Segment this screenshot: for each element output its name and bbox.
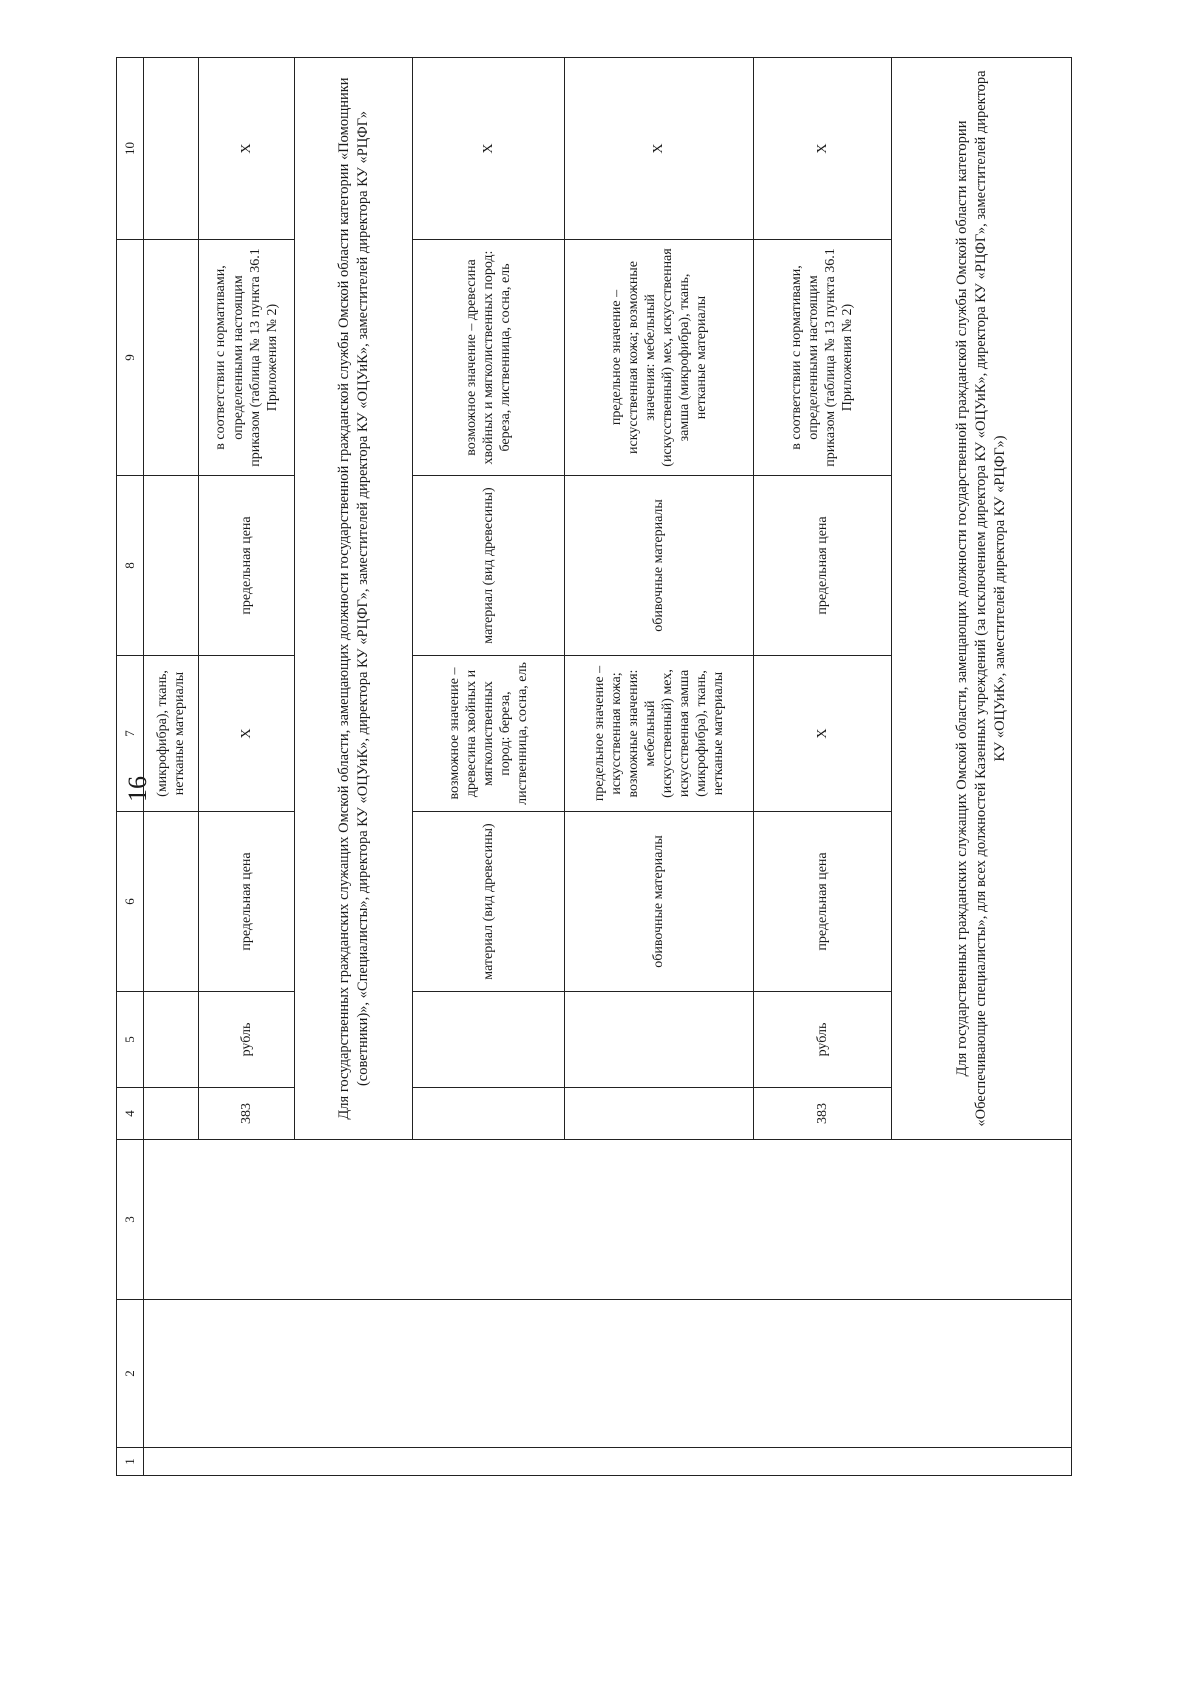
col-header-4: 4 [117, 1088, 144, 1140]
cell-8 [144, 476, 199, 656]
col-header-8: 8 [117, 476, 144, 656]
group-heading: Для государственных гражданских служащих Омской области, замещающих должности государственной гражданской службы Омской области категории «Обеспечивающие специалисты», для всех должностей Казенных учреждений (за исключением директора КУ «ОЦУиК», директора КУ «РЦФГ», заместителей директора КУ «ОЦУиК», заместителей директора КУ «РЦФГ») [891, 58, 1071, 1140]
col-header-5: 5 [117, 992, 144, 1088]
cell-7: предельное значение – искусственная кожа; возможные значения: мебельный (искусственный) мех, искусственная замша (микрофибра), ткань, нетканые материалы [565, 656, 753, 812]
cell-3 [144, 1140, 1072, 1300]
cell-4 [144, 1088, 199, 1140]
cell-8: материал (вид древесины) [413, 476, 565, 656]
cell-9: в соответствии с нормативами, определенными настоящим приказом (таблица № 13 пункта 36.1 Приложения № 2) [753, 240, 891, 476]
cell-6: предельная цена [753, 812, 891, 992]
cell-8: предельная цена [199, 476, 295, 656]
cell-6 [144, 812, 199, 992]
cell-9: предельное значение – искусственная кожа; возможные значения: мебельный (искусственный) мех, искусственная замша (микрофибра), ткань, нетканые материалы [565, 240, 753, 476]
header-row [117, 58, 144, 1476]
col-header-7: 7 [117, 656, 144, 812]
cell-6: обивочные материалы [565, 812, 753, 992]
cell-2 [144, 1300, 1072, 1448]
cell-7: возможное значение – древесина хвойных и мягколиственных пород: береза, лиственница, сосна, ель [413, 656, 565, 812]
cell-6: предельная цена [199, 812, 295, 992]
cell-7: Х [199, 656, 295, 812]
cell-4 [413, 1088, 565, 1140]
cell-10: Х [565, 58, 753, 240]
cell-4: 383 [199, 1088, 295, 1140]
cell-10: Х [199, 58, 295, 240]
page-number: 16 [123, 776, 152, 802]
landscape-content [116, 58, 1072, 1476]
col-header-9: 9 [117, 240, 144, 476]
cell-9 [144, 240, 199, 476]
cell-9: возможное значение – древесина хвойных и мягколиственных пород: береза, лиственница, сосна, ель [413, 240, 565, 476]
cell-8: предельная цена [753, 476, 891, 656]
cell-4: 383 [753, 1088, 891, 1140]
cell-10 [144, 58, 199, 240]
cell-5: рубль [753, 992, 891, 1088]
table-row [144, 58, 199, 1476]
cell-10: Х [413, 58, 565, 240]
specification-table [116, 57, 1072, 1476]
col-header-6: 6 [117, 812, 144, 992]
cell-5: рубль [199, 992, 295, 1088]
cell-10: Х [753, 58, 891, 240]
cell-5 [565, 992, 753, 1088]
cell-7: Х [753, 656, 891, 812]
cell-5 [144, 992, 199, 1088]
group-heading: Для государственных гражданских служащих Омской области, замещающих должности государственной гражданской службы Омской области категории «Помощники (советники)», «Специалисты», директора КУ «ОЦУиК», директора КУ «РЦФГ», заместителей директора КУ «ОЦУиК», заместителей директора КУ «РЦФГ» [295, 58, 413, 1140]
col-header-1: 1 [117, 1448, 144, 1476]
cell-5 [413, 992, 565, 1088]
col-header-3: 3 [117, 1140, 144, 1300]
cell-8: обивочные материалы [565, 476, 753, 656]
col-header-10: 10 [117, 58, 144, 240]
cell-9: в соответствии с нормативами, определенными настоящим приказом (таблица № 13 пункта 36.1 Приложения № 2) [199, 240, 295, 476]
cell-6: материал (вид древесины) [413, 812, 565, 992]
cell-4 [565, 1088, 753, 1140]
rotated-page [116, 58, 1200, 1465]
cell-7: (микрофибра), ткань, нетканые материалы [144, 656, 199, 812]
col-header-2: 2 [117, 1300, 144, 1448]
cell-1 [144, 1448, 1072, 1476]
